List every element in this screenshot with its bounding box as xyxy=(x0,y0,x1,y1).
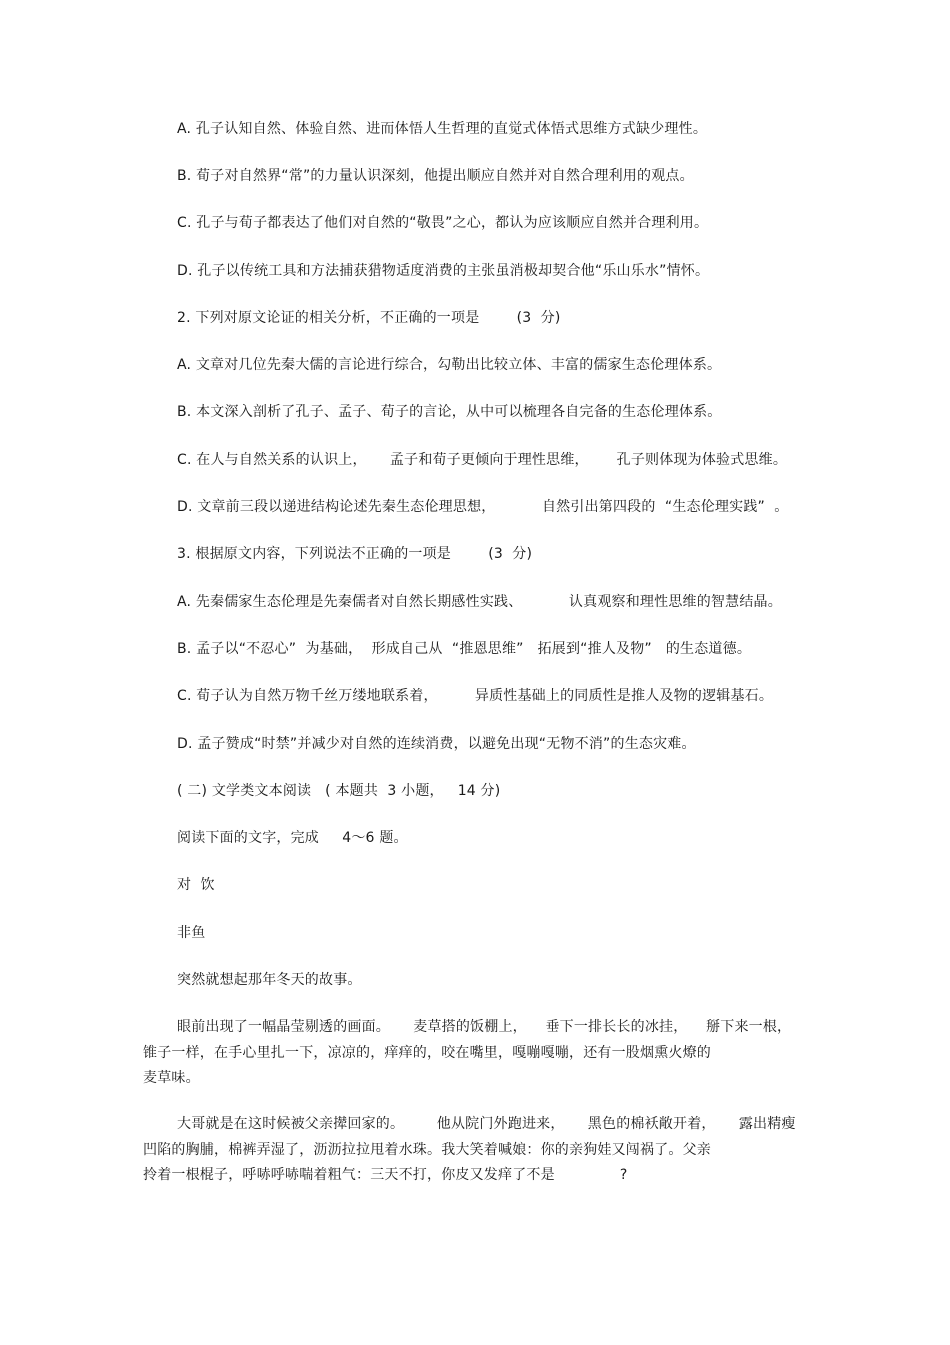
q1-option-c: C. 孔子与荀子都表达了他们对自然的“敬畏”之心，都认为应该顺应自然并合理利用。 xyxy=(177,215,709,231)
story-paragraph-3-line-1: 大哥就是在这时候被父亲撵回家的。 他从院门外跑进来， 黑色的棉袄敞开着， 露出精瘦 xyxy=(177,1116,796,1132)
section-heading: ( 二) 文学类文本阅读 ( 本题共 3 小题， 14 分) xyxy=(177,783,501,799)
q2-option-a: A. 文章对几位先秦大儒的言论进行综合，勾勒出比较立体、丰富的儒家生态伦理体系。 xyxy=(177,357,722,373)
story-title: 对 饮 xyxy=(177,877,215,893)
story-author: 非鱼 xyxy=(177,925,206,941)
q2-option-c: C. 在人与自然关系的认识上， 孟子和荀子更倾向于理性思维， 孔子则体现为体验式思维。 xyxy=(177,452,788,468)
story-paragraph-3-line-2: 凹陷的胸脯，棉裤弄湿了，沥沥拉拉甩着水珠。我大笑着喊娘：你的亲狗娃又闯祸了。父亲 xyxy=(143,1142,711,1158)
story-paragraph-2-line-3: 麦草味。 xyxy=(143,1070,200,1086)
q2-stem: 2. 下列对原文论证的相关分析，不正确的一项是 (3 分) xyxy=(177,310,561,326)
q3-option-b: B. 孟子以“不忍心” 为基础， 形成自己从 “推恩思维” 拓展到“推人及物” 的生态道德。 xyxy=(177,641,752,657)
story-paragraph-2-line-2: 锥子一样，在手心里扎一下，凉凉的，痒痒的，咬在嘴里，嘎嘣嘎嘣，还有一股烟熏火燎的 xyxy=(143,1045,711,1061)
q1-option-b: B. 荀子对自然界“常”的力量认识深刻，他提出顺应自然并对自然合理利用的观点。 xyxy=(177,168,694,184)
q2-option-b: B. 本文深入剖析了孔子、孟子、荀子的言论，从中可以梳理各自完备的生态伦理体系。 xyxy=(177,404,722,420)
q2-option-d: D. 文章前三段以递进结构论述先秦生态伦理思想， 自然引出第四段的 “生态伦理实践” 。 xyxy=(177,499,789,515)
reading-instruction: 阅读下面的文字，完成 4～6 题。 xyxy=(177,830,408,846)
story-paragraph-1: 突然就想起那年冬天的故事。 xyxy=(177,972,362,988)
q3-stem: 3. 根据原文内容，下列说法不正确的一项是 (3 分) xyxy=(177,546,533,562)
q3-option-d: D. 孟子赞成“时禁”并减少对自然的连续消费，以避免出现“无物不消”的生态灾难。 xyxy=(177,736,696,752)
q1-option-d: D. 孔子以传统工具和方法捕获猎物适度消费的主张虽消极却契合他“乐山乐水”情怀。 xyxy=(177,263,710,279)
q3-option-a: A. 先秦儒家生态伦理是先秦儒者对自然长期感性实践、 认真观察和理性思维的智慧结晶。 xyxy=(177,594,782,610)
story-paragraph-3-line-3: 拎着一根棍子，呼哧呼哧喘着粗气：三天不打，你皮又发痒了不是 ? xyxy=(143,1167,628,1183)
q3-option-c: C. 荀子认为自然万物千丝万缕地联系着， 异质性基础上的同质性是推人及物的逻辑基石。 xyxy=(177,688,774,704)
story-paragraph-2-line-1: 眼前出现了一幅晶莹剔透的画面。 麦草搭的饭棚上， 垂下一排长长的冰挂， 掰下来一根， xyxy=(177,1019,792,1035)
q1-option-a: A. 孔子认知自然、体验自然、进而体悟人生哲理的直觉式体悟式思维方式缺少理性。 xyxy=(177,121,708,137)
